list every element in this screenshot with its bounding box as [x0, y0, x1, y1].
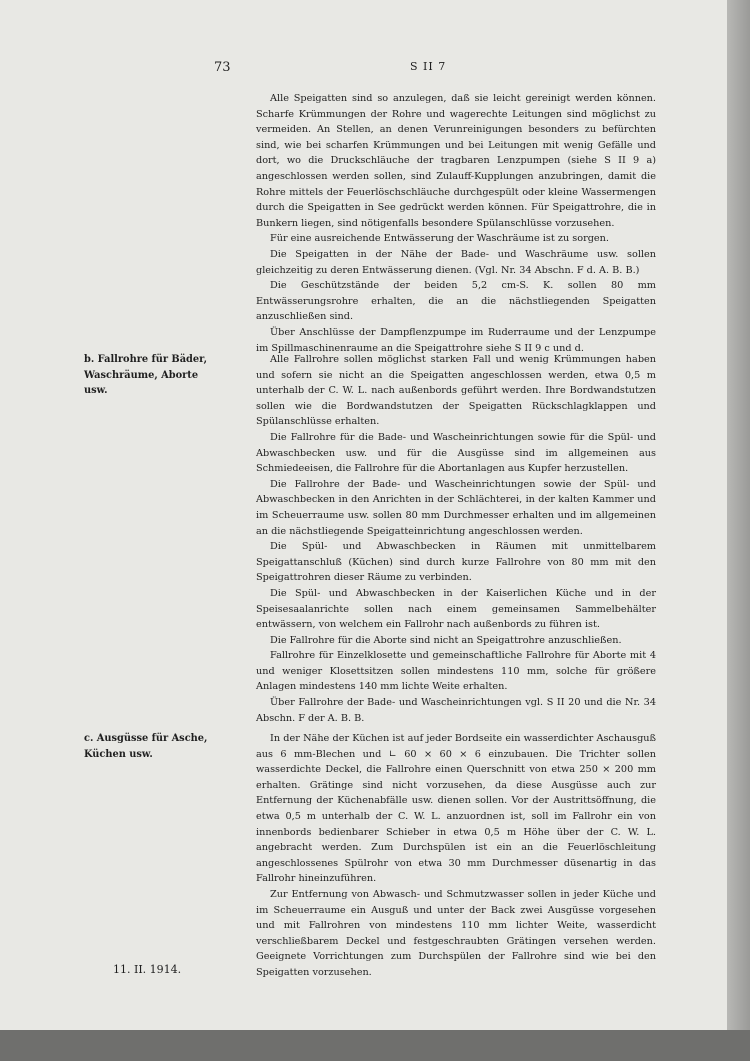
scan-background	[0, 1030, 750, 1061]
section-b-label: b. Fallrohre für Bäder, Waschräume, Aborte usw.	[84, 354, 207, 397]
paragraph: Die Spül- und Abwaschbecken in der Kaiserlichen Küche und in der Speisesaalanrichte sollen nach einem gemeinsamen Sammelbehälter entwässern, von welchem ein Fallrohr nach außenbords zu führen ist.	[256, 587, 656, 631]
page-number: 73	[214, 60, 231, 75]
page-edge-shadow	[727, 0, 750, 1030]
paragraph: Über Anschlüsse der Dampflenzpumpe im Ruderraume und der Lenzpumpe im Spillmaschinenraume an die Speigattrohre siehe S II 9 c und d.	[256, 326, 656, 354]
section-a-text	[256, 91, 656, 356]
section-header: S II 7	[410, 60, 447, 73]
section-c-text	[256, 731, 656, 981]
paragraph: In der Nähe der Küchen ist auf jeder Bordseite ein wasserdichter Aschausguß aus 6 mm-Blechen und ∟ 60 × 60 × 6 einzubauen. Die Trichter sollen wasserdichte Deckel, die Fallrohre einen Querschnitt von etwa 250 × 200 mm erhalten. Grätinge sind nicht vorzusehen, da diese Ausgüsse auch zur Entfernung der Küchenabfälle usw. dienen sollen. Vor der Austrittsöffnung, die etwa 0,5 m unterhalb der C. W. L. anzuordnen ist, soll im Fallrohr ein von innenbords bedienbarer Schieber in etwa 0,5 m Höhe über der C. W. L. angebracht werden. Zum Durchspülen ist ein an die Feuerlöschleitung angeschlossenes Spülrohr von etwa 30 mm Durchmesser düsenartig in das Fallrohr hineinzuführen.	[256, 733, 656, 885]
paragraph: Alle Fallrohre sollen möglichst starken Fall und wenig Krümmungen haben und sofern sie nicht an die Speigatten angeschlossen werden, etwa 0,5 m unterhalb der C. W. L. nach außenbords geführt werden. Ihre Bordwandstutzen sollen wie die Bordwandstutzen der Speigatten Rückschlagklappen und Spülanschlüsse erhalten.	[256, 354, 656, 428]
footer-date: 11. II. 1914.	[113, 963, 182, 976]
paragraph: Zur Entfernung von Abwasch- und Schmutzwasser sollen in jeder Küche und im Scheuerraume ein Ausguß und unter der Back zwei Ausgüsse vorgesehen und mit Fallrohren von mindestens 110 mm lichter Weite, wasserdicht verschließbarem Deckel und festgeschraubten Grätingen versehen werden. Geeignete Vorrichtungen zum Durchspülen der Fallrohre sind wie bei den Speigatten vorzusehen.	[256, 888, 656, 978]
paragraph: Die Spül- und Abwaschbecken in Räumen mit unmittelbarem Speigattanschluß (Küchen) sind durch kurze Fallrohre von 80 mm mit den Speigattrohren dieser Räume zu verbinden.	[256, 541, 656, 584]
paragraph: Die Fallrohre der Bade- und Wascheinrichtungen sowie der Spül- und Abwaschbecken in den Anrichten in der Schlächterei, in der kalten Kammer und im Scheuerraume usw. sollen 80 mm Durchmesser erhalten und im allgemeinen an die nächstliegende Speigatteinrichtung angeschlossen werden.	[256, 478, 656, 537]
paragraph: Die Geschützstände der beiden 5,2 cm-S. K. sollen 80 mm Entwässerungsrohre erhalten, die an die nächstliegenden Speigatten anzuschließen sind.	[256, 280, 656, 323]
paragraph: Für eine ausreichende Entwässerung der Waschräume ist zu sorgen.	[270, 233, 609, 245]
paragraph: Alle Speigatten sind so anzulegen, daß sie leicht gereinigt werden können. Scharfe Krümmungen der Rohre und wagerechte Leitungen sind möglichst zu vermeiden. An Stellen, an denen Verunreinigungen besonders zu befürchten sind, wie bei scharfen Krümmungen und bei Leitungen mit wenig Gefälle und dort, wo die Druckschläuche der tragbaren Lenzpumpen (siehe S II 9 a) angeschlossen werden sollen, sind Zulauff-Kupplungen anzubringen, damit die Rohre mittels der Feuerlöschschläuche durchgespült oder kleine Wassermengen durch die Speigatten in See gedrückt werden können. Für Speigattrohre, die in Bunkern liegen, sind nötigenfalls besondere Spülanschlüsse vorzusehen.	[256, 93, 656, 229]
paragraph: Die Speigatten in der Nähe der Bade- und Waschräume usw. sollen gleichzeitig zu deren Entwässerung dienen. (Vgl. Nr. 34 Abschn. F d. A. B. B.)	[256, 248, 656, 276]
section-b-text	[256, 352, 656, 726]
paragraph: Fallrohre für Einzelklosette und gemeinschaftliche Fallrohre für Aborte mit 4 und weniger Klosettsitzen sollen mindestens 110 mm, solche für größere Anlagen mindestens 140 mm lichte Weite erhalten.	[256, 650, 656, 693]
paragraph: Über Fallrohre der Bade- und Wascheinrichtungen vgl. S II 20 und die Nr. 34 Abschn. F der A. B. B.	[256, 697, 656, 724]
paragraph: Die Fallrohre für die Aborte sind nicht an Speigattrohre anzuschließen.	[270, 634, 622, 646]
paragraph: Die Fallrohre für die Bade- und Wascheinrichtungen sowie für die Spül- und Abwaschbecken usw. und für die Ausgüsse sind im allgemeinen aus Schmiedeeisen, die Fallrohre für die Abortanlagen aus Kupfer herzustellen.	[256, 431, 656, 475]
section-c-label: c. Ausgüsse für Asche, Küchen usw.	[84, 733, 208, 760]
